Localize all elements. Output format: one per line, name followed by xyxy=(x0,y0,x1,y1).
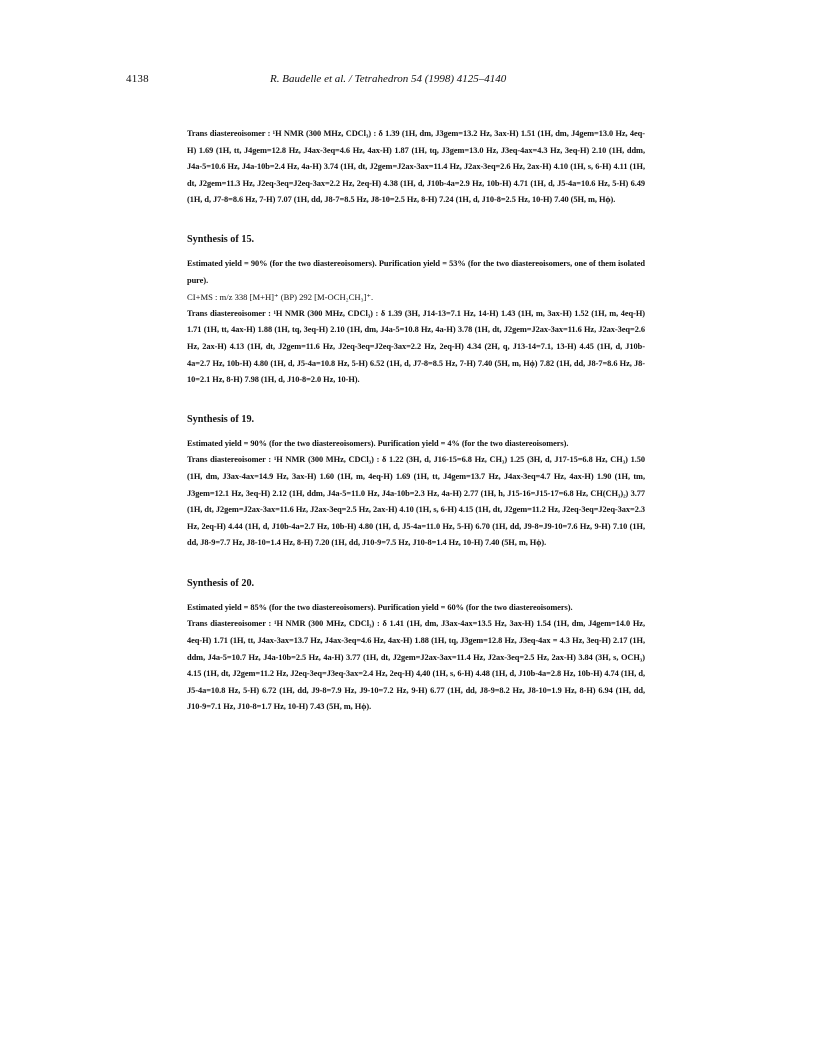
yield-paragraph-15: Estimated yield = 90% (for the two diastereoisomers). Purification yield = 53% (for the two diastereoisomers, one of them isolated pure). xyxy=(187,258,645,285)
nmr-paragraph-20: Trans diastereoisomer : ¹H NMR (300 MHz, CDCl₃) : δ 1.41 (1H, dm, J3ax-4ax=13.5 Hz, 3ax-H) 1.54 (1H, dm, J4gem=14.0 Hz, 4eq-H) 1.71 (1H, tt, J4ax-3ax=13.7 Hz, J4ax-3eq=4.6 Hz, 4ax-H) 1.88 (1H, tq, J3gem=12.8 Hz, J3eq-4ax = 4.3 Hz, 3eq-H) 2.17 (1H, ddm, J4a-5=10.7 Hz, J4a-10b=2.5 Hz, 4a-H) 3.77 (1H, dt, J2gem=J2ax-3ax=11.4 Hz, J2ax-3eq=2.5 Hz, 2ax-H) 3.84 (3H, s, OCH₃) 4.15 (1H, dt, J2gem=11.2 Hz, J2eq-3eq=J3eq-3ax=2.4 Hz, 2eq-H) 4,40 (1H, s, 6-H) 4.48 (1H, d, J10b-4a=2.8 Hz, 10b-H) 4.74 (1H, d, J5-4a=10.8 Hz, 5-H) 6.72 (1H, dd, J9-8=7.9 Hz, J9-10=7.2 Hz, 9-H) 6.77 (1H, dd, J8-9=8.2 Hz, J8-10=1.9 Hz, 8-H) 6.94 (1H, dd, J10-9=7.1 Hz, J10-8=1.7 Hz, 10-H) 7.43 (5H, m, Hϕ). xyxy=(187,619,645,712)
nmr-paragraph-19: Trans diastereoisomer : ¹H NMR (300 MHz, CDCl₃) : δ 1.22 (3H, d, J16-15=6.8 Hz, CH₃) 1.25 (3H, d, J17-15=6.8 Hz, CH₃) 1.50 (1H, dm, J3ax-4ax=14.9 Hz, 3ax-H) 1.60 (1H, m, 4eq-H) 1.69 (1H, tt, J4gem=13.7 Hz, J4ax-3eq=4.7 Hz, 4ax-H) 1.90 (1H, tm, J3gem=12.1 Hz, 3eq-H) 2.12 (1H, ddm, J4a-5=11.0 Hz, J4a-10b=2.3 Hz, 4a-H) 2.77 (1H, h, J15-16=J15-17=6.8 Hz, CH(CH₃)₂) 3.77 (1H, dt, J2gem=J2ax-3ax=11.6 Hz, J2ax-3eq=2.5 Hz, 2ax-H) 4.10 (1H, s, 6-H) 4.15 (1H, dt, J2gem=11.2 Hz, J2eq-3eq=J2eq-3ax=2.3 Hz, 2eq-H) 4.44 (1H, d, J10b-4a=2.7 Hz, 10b-H) 4.80 (1H, d, J5-4a=11.0 Hz, 5-H) 6.70 (1H, dd, J9-8=J9-10=7.6 Hz, 9-H) 7.10 (1H, dd, J8-9=7.7 Hz, J8-10=1.4 Hz, 8-H) 7.20 (1H, dd, J10-9=7.5 Hz, J10-8=1.4 Hz, 10-H) 7.40 (5H, m, Hϕ). xyxy=(187,455,645,548)
yield-paragraph-19: Estimated yield = 90% (for the two diastereoisomers). Purification yield = 4% (for the two diastereoisomers). xyxy=(187,438,569,448)
nmr-paragraph-15: Trans diastereoisomer : ¹H NMR (300 MHz, CDCl₃) : δ 1.39 (3H, J14-13=7.1 Hz, 14-H) 1.43 (1H, m, 3ax-H) 1.52 (1H, m, 4eq-H) 1.71 (1H, tt, 4ax-H) 1.88 (1H, tq, 3eq-H) 2.10 (1H, dm, J4a-5=10.8 Hz, 4a-H) 3.78 (1H, dt, J2gem=J2ax-3ax=11.6 Hz, J2ax-3eq=2.6 Hz, 2ax-H) 4.13 (1H, dt, J2gem=11.6 Hz, J2eq-3eq=J2eq-3ax=2.2 Hz, 2eq-H) 4.34 (2H, q, J13-14=7.1, 13-H) 4.45 (1H, d, J10b-4a=2.7 Hz, 10b-H) 4.80 (1H, d, J5-4a=10.8 Hz, 5-H) 6.52 (1H, d, J7-8=8.5 Hz, 7-H) 7.40 (5H, m, Hϕ) 7.82 (1H, dd, J8-7=8.6 Hz, J8-10=2.1 Hz, 8-H) 7.98 (1H, d, J10-8=2.0 Hz, 10-H). xyxy=(187,308,645,385)
ms-line-15: CI+MS : m/z 338 [M+H]⁺ (BP) 292 [M-OCH₂CH₃]⁺. xyxy=(187,292,374,303)
running-header: R. Baudelle et al. / Tetrahedron 54 (1998) 4125–4140 xyxy=(270,73,507,85)
page-number: 4138 xyxy=(126,73,149,85)
article-body xyxy=(187,126,645,716)
section-heading-synthesis-15: Synthesis of 15. xyxy=(187,233,255,245)
yield-paragraph-20: Estimated yield = 85% (for the two diastereoisomers). Purification yield = 60% (for the two diastereoisomers). xyxy=(187,602,573,612)
nmr-paragraph-trans-14: Trans diastereoisomer : ¹H NMR (300 MHz, CDCl₃) : δ 1.39 (1H, dm, J3gem=13.2 Hz, 3ax-H) 1.51 (1H, dm, J4gem=13.0 Hz, 4eq-H) 1.69 (1H, tt, J4gem=12.8 Hz, J4ax-3eq=4.6 Hz, 4ax-H) 1.87 (1H, tq, J3gem=13.0 Hz, J3eq-4ax=4.3 Hz, 3eq-H) 2.10 (1H, ddm, J4a-5=10.6 Hz, J4a-10b=2.4 Hz, 4a-H) 3.74 (1H, dt, J2gem=J2ax-3ax=11.4 Hz, J2ax-3eq=2.6 Hz, 2ax-H) 4.10 (1H, s, 6-H) 4.11 (1H, dt, J2gem=11.3 Hz, J2eq-3eq=J2eq-3ax=2.2 Hz, 2eq-H) 4.38 (1H, d, J10b-4a=2.9 Hz, 10b-H) 4.71 (1H, d, J5-4a=10.6 Hz, 5-H) 6.49 (1H, d, J7-8=8.6 Hz, 7-H) 7.07 (1H, dd, J8-7=8.5 Hz, J8-10=2.5 Hz, 8-H) 7.24 (1H, d, J10-8=2.5 Hz, 10-H) 7.40 (5H, m, Hϕ). xyxy=(187,129,645,205)
section-heading-synthesis-19: Synthesis of 19. xyxy=(187,413,255,425)
section-heading-synthesis-20: Synthesis of 20. xyxy=(187,577,255,589)
